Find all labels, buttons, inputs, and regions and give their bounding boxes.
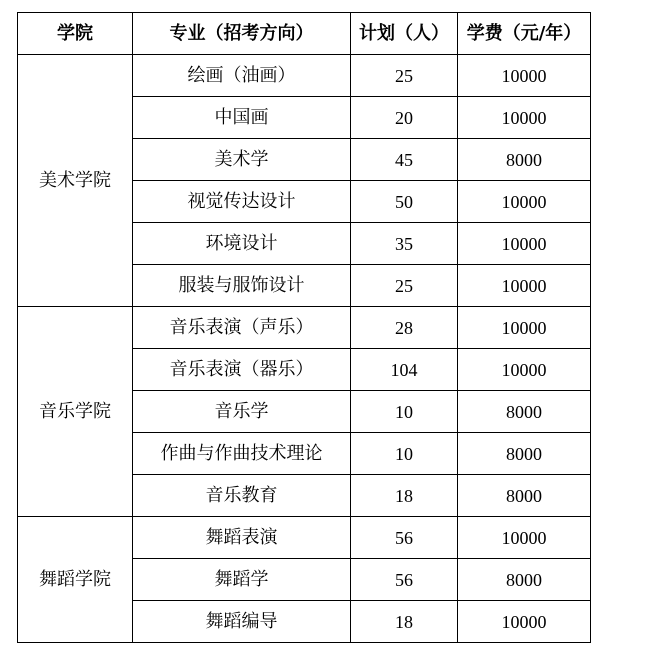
fee-cell: 10000 [458, 265, 591, 307]
plan-cell: 10 [351, 391, 458, 433]
major-cell: 音乐教育 [133, 475, 351, 517]
major-cell: 服装与服饰设计 [133, 265, 351, 307]
fee-cell: 10000 [458, 349, 591, 391]
plan-cell: 25 [351, 265, 458, 307]
fee-cell: 8000 [458, 433, 591, 475]
major-cell: 舞蹈学 [133, 559, 351, 601]
major-cell: 中国画 [133, 97, 351, 139]
fee-cell: 8000 [458, 559, 591, 601]
fee-cell: 10000 [458, 181, 591, 223]
plan-cell: 28 [351, 307, 458, 349]
plan-cell: 50 [351, 181, 458, 223]
fee-cell: 10000 [458, 223, 591, 265]
header-college: 学院 [18, 13, 133, 55]
college-cell: 舞蹈学院 [18, 517, 133, 643]
header-row [18, 13, 591, 55]
enrollment-table [17, 12, 591, 643]
major-cell: 音乐表演（器乐） [133, 349, 351, 391]
fee-cell: 8000 [458, 139, 591, 181]
plan-cell: 35 [351, 223, 458, 265]
plan-cell: 18 [351, 475, 458, 517]
table-row [18, 517, 591, 559]
header-major: 专业（招考方向） [133, 13, 351, 55]
table-row [18, 55, 591, 97]
plan-cell: 104 [351, 349, 458, 391]
major-cell: 舞蹈表演 [133, 517, 351, 559]
plan-cell: 10 [351, 433, 458, 475]
major-cell: 音乐表演（声乐） [133, 307, 351, 349]
plan-cell: 20 [351, 97, 458, 139]
major-cell: 作曲与作曲技术理论 [133, 433, 351, 475]
fee-cell: 8000 [458, 475, 591, 517]
major-cell: 音乐学 [133, 391, 351, 433]
fee-cell: 10000 [458, 55, 591, 97]
fee-cell: 10000 [458, 517, 591, 559]
major-cell: 绘画（油画） [133, 55, 351, 97]
plan-cell: 56 [351, 559, 458, 601]
major-cell: 环境设计 [133, 223, 351, 265]
header-fee: 学费（元/年） [458, 13, 591, 55]
fee-cell: 10000 [458, 97, 591, 139]
plan-cell: 25 [351, 55, 458, 97]
major-cell: 舞蹈编导 [133, 601, 351, 643]
header-plan: 计划（人） [351, 13, 458, 55]
college-cell: 美术学院 [18, 55, 133, 307]
college-cell: 音乐学院 [18, 307, 133, 517]
fee-cell: 10000 [458, 307, 591, 349]
major-cell: 视觉传达设计 [133, 181, 351, 223]
plan-cell: 18 [351, 601, 458, 643]
fee-cell: 8000 [458, 391, 591, 433]
plan-cell: 56 [351, 517, 458, 559]
table-row [18, 307, 591, 349]
fee-cell: 10000 [458, 601, 591, 643]
plan-cell: 45 [351, 139, 458, 181]
major-cell: 美术学 [133, 139, 351, 181]
table-body [18, 55, 591, 643]
